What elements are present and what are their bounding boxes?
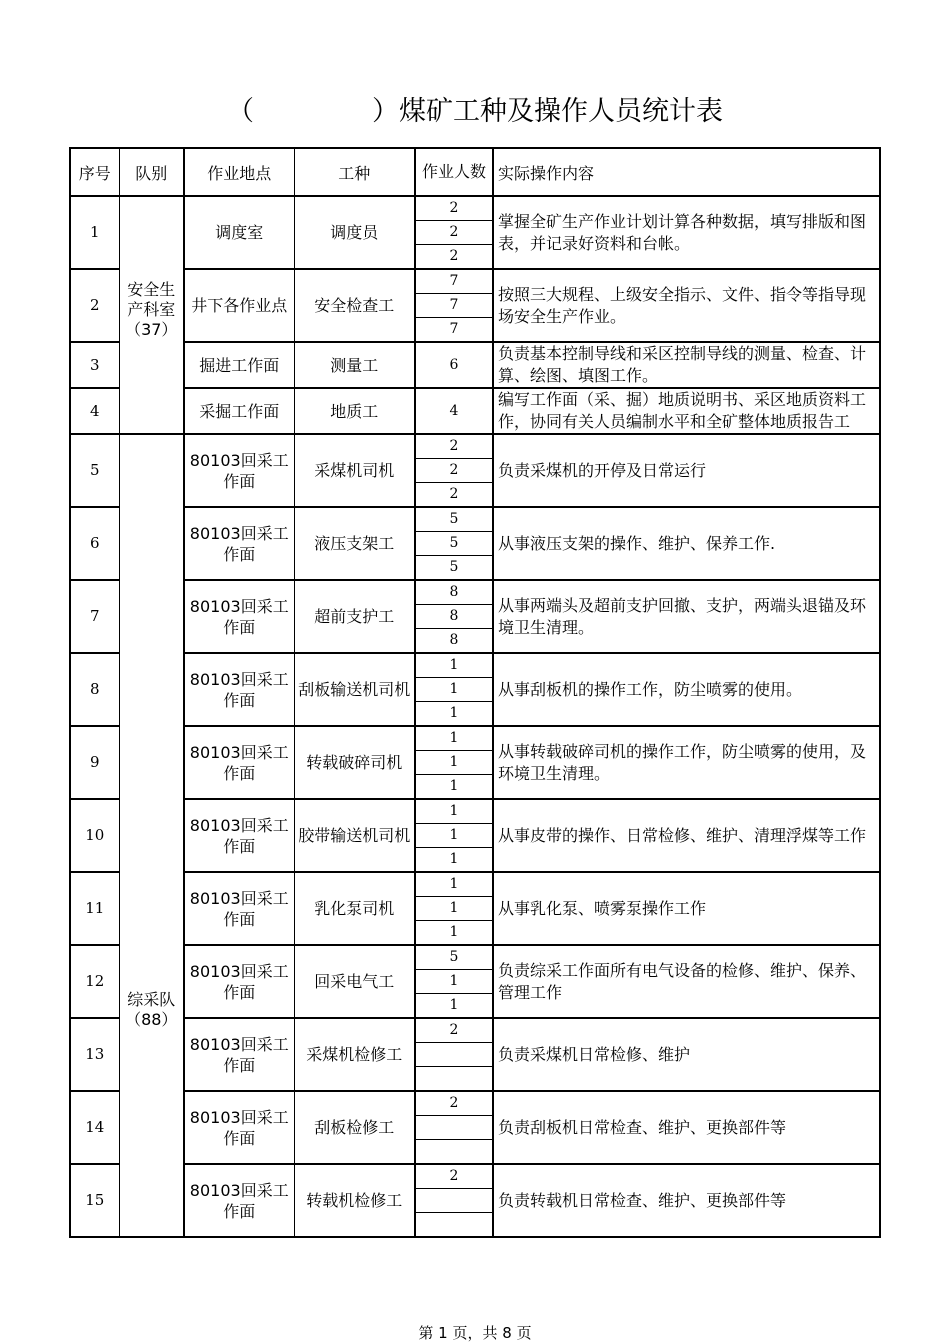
cell-seq: 11 bbox=[70, 872, 119, 945]
cell-job: 转载破碎司机 bbox=[294, 726, 415, 799]
cell-content: 从事乳化泵、喷雾泵操作工作 bbox=[493, 872, 880, 945]
cell-count bbox=[415, 1213, 493, 1238]
cell-location: 采掘工作面 bbox=[184, 388, 294, 434]
cell-seq: 3 bbox=[70, 342, 119, 388]
cell-count: 5 bbox=[415, 507, 493, 532]
cell-content: 负责采煤机的开停及日常运行 bbox=[493, 434, 880, 507]
cell-job: 刮板输送机司机 bbox=[294, 653, 415, 726]
cell-seq: 7 bbox=[70, 580, 119, 653]
cell-count bbox=[415, 1067, 493, 1092]
page-cutoff bbox=[0, 1251, 950, 1311]
cell-count: 1 bbox=[415, 848, 493, 873]
cell-count: 2 bbox=[415, 1091, 493, 1116]
cell-seq: 13 bbox=[70, 1018, 119, 1091]
cell-team: 安全生产科室（37） bbox=[119, 196, 184, 434]
cell-seq: 10 bbox=[70, 799, 119, 872]
cell-job: 采煤机检修工 bbox=[294, 1018, 415, 1091]
cell-content: 负责转载机日常检查、维护、更换部件等 bbox=[493, 1164, 880, 1237]
cell-content: 从事刮板机的操作工作，防尘喷雾的使用。 bbox=[493, 653, 880, 726]
cell-job: 刮板检修工 bbox=[294, 1091, 415, 1164]
cell-count: 2 bbox=[415, 483, 493, 508]
header-seq: 序号 bbox=[70, 148, 119, 196]
title-text: 煤矿工种及操作人员统计表 bbox=[399, 96, 723, 127]
cell-count bbox=[415, 1043, 493, 1067]
cell-location: 80103回采工作面 bbox=[184, 507, 294, 580]
cell-count: 4 bbox=[415, 388, 493, 434]
cell-count: 1 bbox=[415, 921, 493, 946]
cell-content: 按照三大规程、上级安全指示、文件、指令等指导现场安全生产作业。 bbox=[493, 269, 880, 342]
cell-job: 乳化泵司机 bbox=[294, 872, 415, 945]
cell-content: 掌握全矿生产作业计划计算各种数据，填写排版和图表，并记录好资料和台帐。 bbox=[493, 196, 880, 269]
cell-count: 1 bbox=[415, 799, 493, 824]
cell-count: 8 bbox=[415, 605, 493, 629]
cell-job: 采煤机司机 bbox=[294, 434, 415, 507]
cell-count: 1 bbox=[415, 653, 493, 678]
cell-count: 2 bbox=[415, 196, 493, 221]
cell-content: 负责基本控制导线和采区控制导线的测量、检查、计算、绘图、填图工作。 bbox=[493, 342, 880, 388]
cell-count: 2 bbox=[415, 459, 493, 483]
cell-location: 80103回采工作面 bbox=[184, 872, 294, 945]
cell-count: 2 bbox=[415, 1018, 493, 1043]
title-close-paren: ） bbox=[372, 96, 399, 127]
cell-location: 掘进工作面 bbox=[184, 342, 294, 388]
table-row bbox=[70, 1091, 880, 1116]
table-row bbox=[70, 872, 880, 897]
cell-job: 胶带输送机司机 bbox=[294, 799, 415, 872]
cell-seq: 5 bbox=[70, 434, 119, 507]
table-row bbox=[70, 196, 880, 221]
cell-job: 回采电气工 bbox=[294, 945, 415, 1018]
cell-job: 调度员 bbox=[294, 196, 415, 269]
cell-count bbox=[415, 1140, 493, 1165]
cell-count: 1 bbox=[415, 751, 493, 775]
cell-count: 1 bbox=[415, 872, 493, 897]
cell-seq: 14 bbox=[70, 1091, 119, 1164]
cell-content: 负责采煤机日常检修、维护 bbox=[493, 1018, 880, 1091]
cell-content: 从事液压支架的操作、维护、保养工作. bbox=[493, 507, 880, 580]
cell-count: 2 bbox=[415, 221, 493, 245]
cell-count: 2 bbox=[415, 245, 493, 270]
cell-location: 80103回采工作面 bbox=[184, 799, 294, 872]
statistics-table bbox=[69, 147, 881, 1238]
cell-count: 8 bbox=[415, 580, 493, 605]
cell-content: 从事两端头及超前支护回撤、支护，两端头退锚及环境卫生清理。 bbox=[493, 580, 880, 653]
cell-count: 1 bbox=[415, 702, 493, 727]
cell-count: 2 bbox=[415, 1164, 493, 1189]
cell-seq: 8 bbox=[70, 653, 119, 726]
table-row bbox=[70, 580, 880, 605]
cell-content: 从事转载破碎司机的操作工作，防尘喷雾的使用，及环境卫生清理。 bbox=[493, 726, 880, 799]
cell-location: 80103回采工作面 bbox=[184, 434, 294, 507]
cell-count: 2 bbox=[415, 434, 493, 459]
cell-location: 80103回采工作面 bbox=[184, 653, 294, 726]
cell-job: 地质工 bbox=[294, 388, 415, 434]
cell-count: 6 bbox=[415, 342, 493, 388]
cell-location: 80103回采工作面 bbox=[184, 1164, 294, 1237]
cell-count: 7 bbox=[415, 269, 493, 294]
cell-seq: 4 bbox=[70, 388, 119, 434]
cell-seq: 2 bbox=[70, 269, 119, 342]
title-open-paren: （ bbox=[227, 96, 254, 127]
cell-job: 超前支护工 bbox=[294, 580, 415, 653]
table-row bbox=[70, 434, 880, 459]
cell-count: 1 bbox=[415, 824, 493, 848]
header-job: 工种 bbox=[294, 148, 415, 196]
header-count: 作业人数 bbox=[415, 148, 493, 196]
cell-job: 转载机检修工 bbox=[294, 1164, 415, 1237]
cell-seq: 1 bbox=[70, 196, 119, 269]
cell-location: 80103回采工作面 bbox=[184, 1091, 294, 1164]
table-row bbox=[70, 269, 880, 294]
cell-job: 液压支架工 bbox=[294, 507, 415, 580]
header-team: 队别 bbox=[119, 148, 184, 196]
cell-count: 1 bbox=[415, 970, 493, 994]
cell-location: 80103回采工作面 bbox=[184, 580, 294, 653]
table-row bbox=[70, 945, 880, 970]
table-row bbox=[70, 507, 880, 532]
page-title bbox=[0, 92, 950, 132]
cell-count bbox=[415, 1116, 493, 1140]
cell-count: 1 bbox=[415, 994, 493, 1019]
cell-count: 7 bbox=[415, 294, 493, 318]
cell-count: 5 bbox=[415, 556, 493, 581]
cell-content: 从事皮带的操作、日常检修、维护、清理浮煤等工作 bbox=[493, 799, 880, 872]
cell-content: 编写工作面（采、掘）地质说明书、采区地质资料工作，协同有关人员编制水平和全矿整体地质报告工 bbox=[493, 388, 880, 434]
cell-count: 5 bbox=[415, 945, 493, 970]
header-row bbox=[70, 148, 880, 196]
cell-job: 测量工 bbox=[294, 342, 415, 388]
cell-seq: 15 bbox=[70, 1164, 119, 1237]
cell-content: 负责综采工作面所有电气设备的检修、维护、保养、管理工作 bbox=[493, 945, 880, 1018]
cell-location: 80103回采工作面 bbox=[184, 1018, 294, 1091]
cell-content: 负责刮板机日常检查、维护、更换部件等 bbox=[493, 1091, 880, 1164]
cell-count: 1 bbox=[415, 678, 493, 702]
cell-team: 综采队（88） bbox=[119, 434, 184, 1237]
table-row bbox=[70, 653, 880, 678]
cell-job: 安全检查工 bbox=[294, 269, 415, 342]
cell-count: 1 bbox=[415, 775, 493, 800]
header-content: 实际操作内容 bbox=[493, 148, 880, 196]
cell-count bbox=[415, 1189, 493, 1213]
cell-count: 5 bbox=[415, 532, 493, 556]
table-row bbox=[70, 726, 880, 751]
table-row bbox=[70, 1018, 880, 1043]
page-footer: 第 1 页，共 8 页 bbox=[418, 1324, 532, 1342]
cell-location: 80103回采工作面 bbox=[184, 945, 294, 1018]
cell-location: 井下各作业点 bbox=[184, 269, 294, 342]
cell-location: 调度室 bbox=[184, 196, 294, 269]
header-location: 作业地点 bbox=[184, 148, 294, 196]
cell-count: 8 bbox=[415, 629, 493, 654]
cell-seq: 12 bbox=[70, 945, 119, 1018]
cell-count: 7 bbox=[415, 318, 493, 343]
cell-count: 1 bbox=[415, 726, 493, 751]
table-row bbox=[70, 1164, 880, 1189]
cell-count: 1 bbox=[415, 897, 493, 921]
cell-seq: 6 bbox=[70, 507, 119, 580]
cell-location: 80103回采工作面 bbox=[184, 726, 294, 799]
cell-seq: 9 bbox=[70, 726, 119, 799]
table-row bbox=[70, 799, 880, 824]
